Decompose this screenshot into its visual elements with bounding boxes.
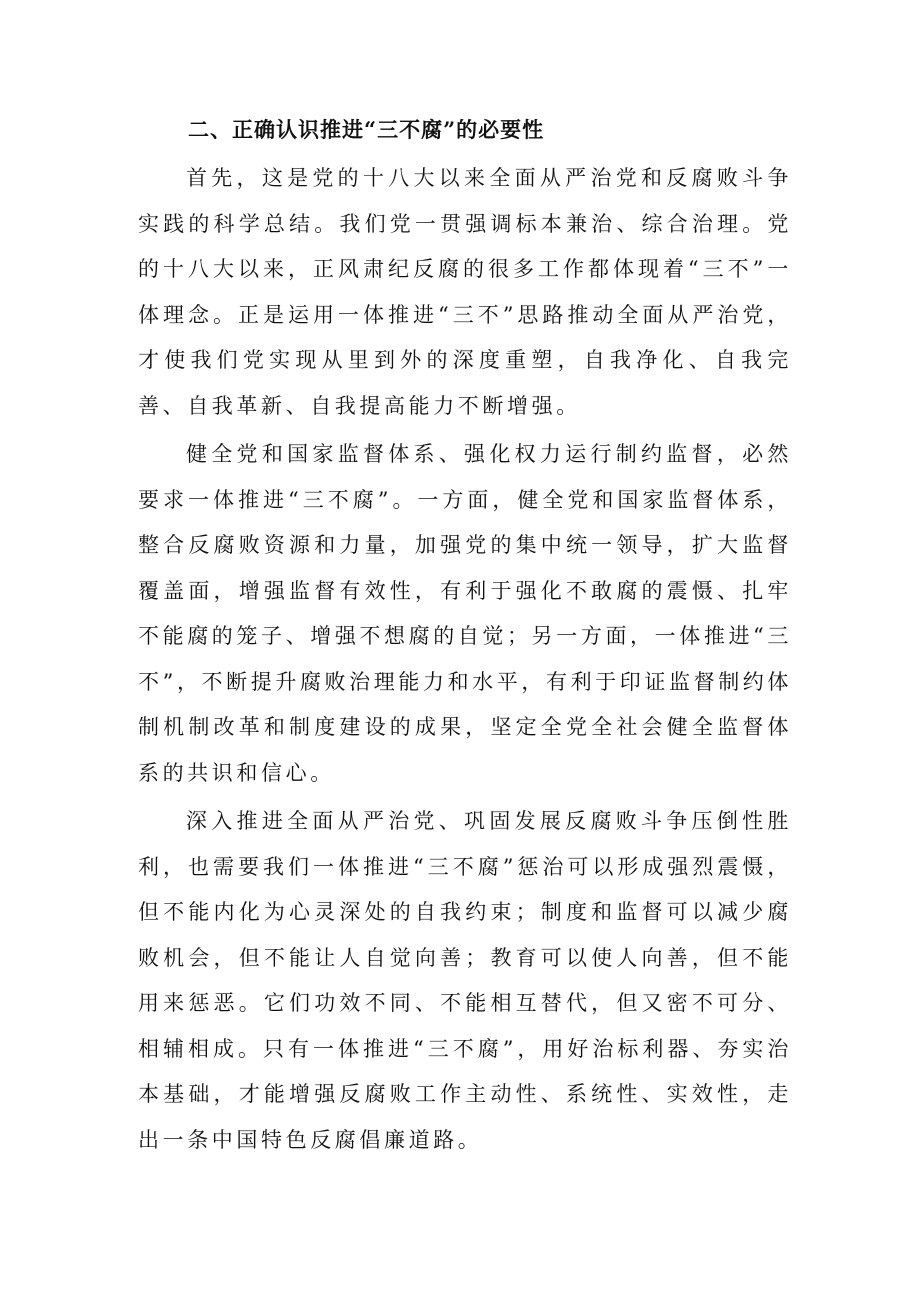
document-body [138,156,792,1166]
paragraph-1: 首先，这是党的十八大以来全面从严治党和反腐败斗争实践的科学总结。我们党一贯强调标本兼治、综合治理。党的十八大以来，正风肃纪反腐的很多工作都体现着“三不”一体理念。正是运用一体推进“三不”思路推动全面从严治党，才使我们党实现从里到外的深度重塑，自我净化、自我完善、自我革新、自我提高能力不断增强。 [138,166,792,418]
paragraph-2: 健全党和国家监督体系、强化权力运行制约监督，必然要求一体推进“三不腐”。一方面，健全党和国家监督体系，整合反腐败资源和力量，加强党的集中统一领导，扩大监督覆盖面，增强监督有效性，有利于强化不敢腐的震慑、扎牢不能腐的笼子、增强不想腐的自觉；另一方面，一体推进“三不”，不断提升腐败治理能力和水平，有利于印证监督制约体制机制改革和制度建设的成果，坚定全党全社会健全监督体系的共识和信心。 [138,442,792,785]
section-heading: 二、正确认识推进“三不腐”的必要性 [188,117,545,142]
paragraph-3: 深入推进全面从严治党、巩固发展反腐败斗争压倒性胜利，也需要我们一体推进“三不腐”惩治可以形成强烈震慑，但不能内化为心灵深处的自我约束；制度和监督可以减少腐败机会，但不能让人自觉向善；教育可以使人向善，但不能用来惩恶。它们功效不同、不能相互替代，但又密不可分、相辅相成。只有一体推进“三不腐”，用好治标利器、夯实治本基础，才能增强反腐败工作主动性、系统性、实效性，走出一条中国特色反腐倡廉道路。 [138,809,792,1152]
